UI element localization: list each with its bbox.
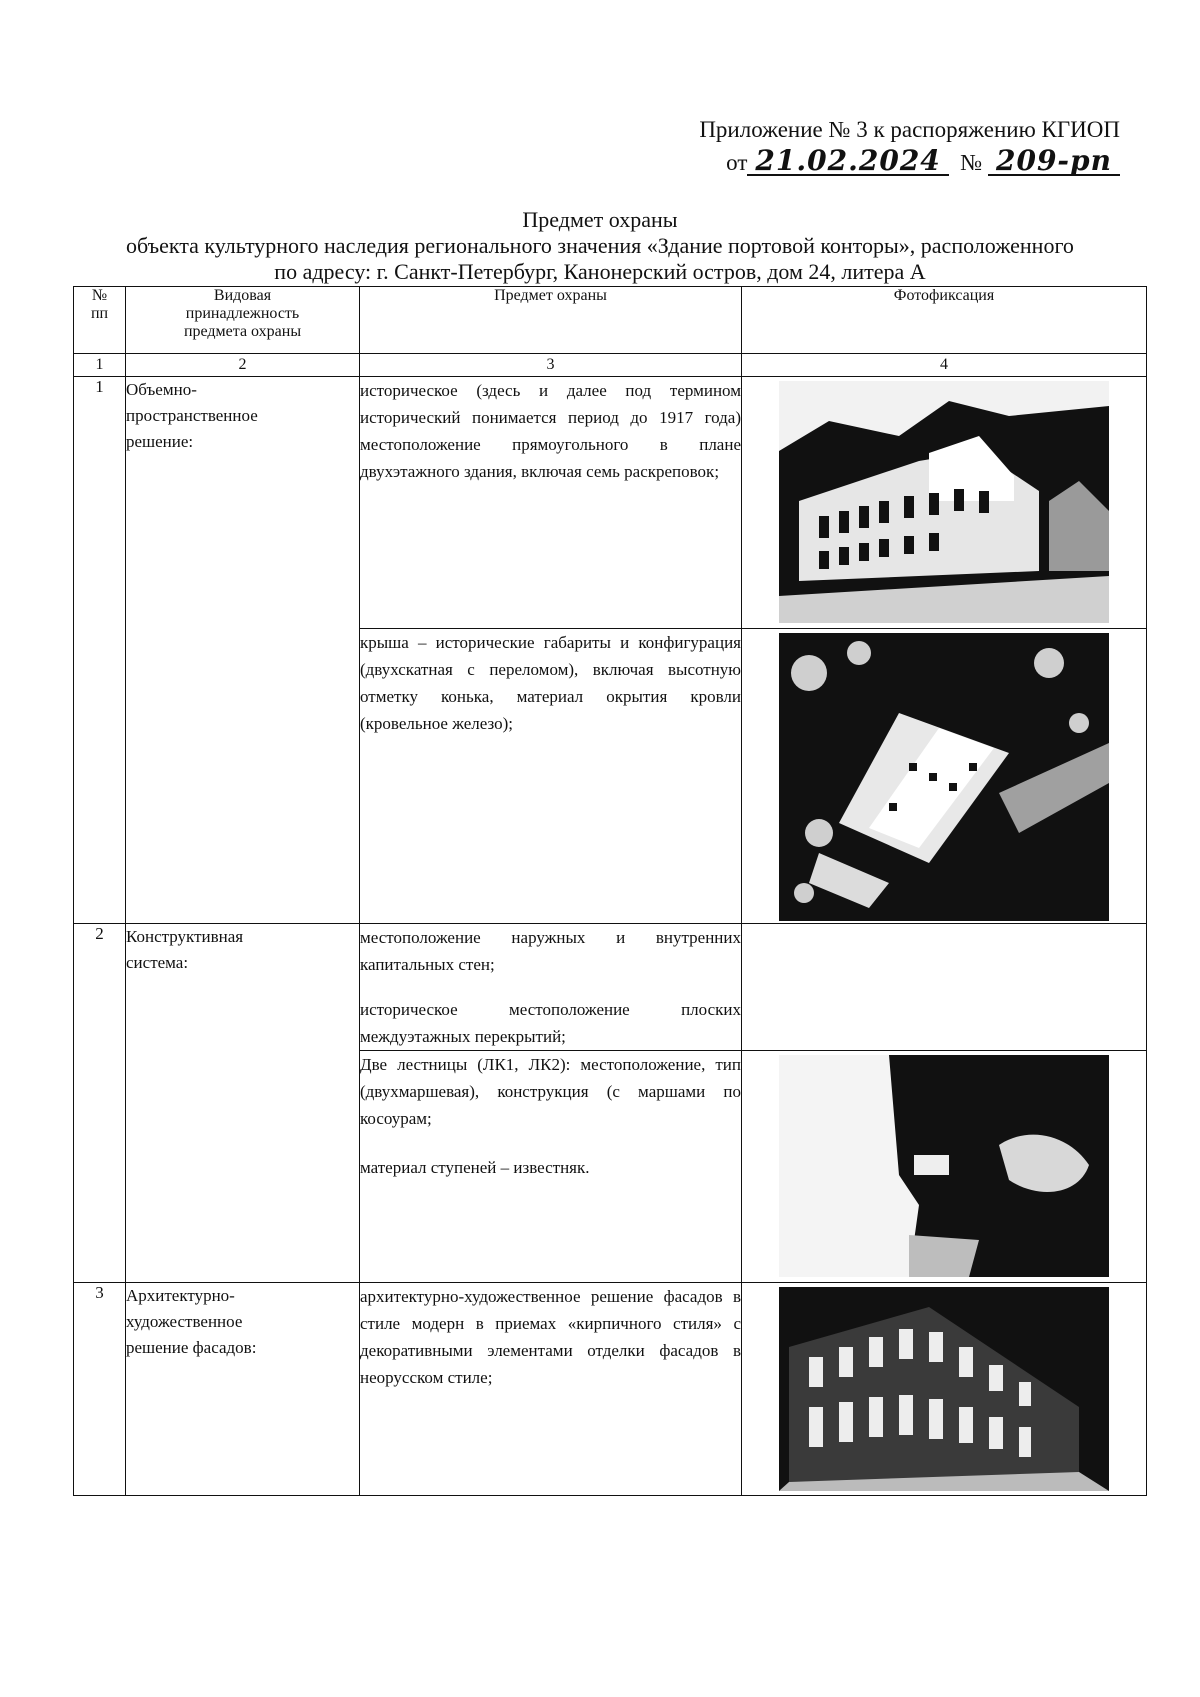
protection-table <box>73 286 1147 1496</box>
order-number: 209-рп <box>988 148 1120 176</box>
protection-item: архитектурно-художественное решение фасадов в стиле модерн в приемах «кирпичного стиля» с декоративными элементами отделки фасадов в неорусском стиле; <box>360 1283 742 1496</box>
order-date: 21.02.2024 <box>747 148 948 176</box>
row-category: Архитектурно- художественное решение фасадов: <box>126 1283 360 1496</box>
document-subtitle: объекта культурного наследия регионального значения «Здание портовой конторы», расположенного <box>126 233 1074 258</box>
protection-item: материал ступеней – известняк. <box>360 1158 590 1177</box>
row-number: 2 <box>74 924 126 1283</box>
column-number-row <box>74 354 1147 377</box>
table-row <box>74 924 1147 1051</box>
document-title: Предмет охраны <box>522 207 678 232</box>
table-row <box>74 377 1147 629</box>
table-header-row <box>74 287 1147 354</box>
photo-cell <box>742 1051 1147 1283</box>
number-label: № <box>960 150 983 175</box>
row-category: Объемно- пространственное решение: <box>126 377 360 924</box>
row-category: Конструктивная система: <box>126 924 360 1283</box>
document-address: по адресу: г. Санкт-Петербург, Канонерский остров, дом 24, литера А <box>274 259 926 284</box>
protection-item: местоположение наружных и внутренних капитальных стен; <box>360 928 741 974</box>
row-number: 3 <box>74 1283 126 1496</box>
header-photo: Фотофиксация <box>742 287 1147 354</box>
photo-cell <box>742 1283 1147 1496</box>
column-number: 3 <box>360 354 742 377</box>
header-type: Видовая принадлежность предмета охраны <box>126 287 360 354</box>
header-subject: Предмет охраны <box>360 287 742 354</box>
column-number: 4 <box>742 354 1147 377</box>
order-reference <box>726 144 1120 177</box>
protection-item-group <box>360 924 742 1051</box>
protection-item: историческое местоположение плоских междуэтажных перекрытий; <box>360 1000 741 1046</box>
header-num: № пп <box>74 287 126 354</box>
from-label: от <box>726 150 748 175</box>
column-number: 1 <box>74 354 126 377</box>
protection-item: крыша – исторические габариты и конфигурация (двухскатная с переломом), включая высотную отметку конька, материал окрытия кровли (кровельное железо); <box>360 629 742 924</box>
staircase-photo <box>779 1055 1109 1277</box>
appendix-title: Приложение № 3 к распоряжению КГИОП <box>699 117 1120 142</box>
building-facade-photo <box>779 381 1109 623</box>
facade-detail-photo <box>779 1287 1109 1491</box>
row-number: 1 <box>74 377 126 924</box>
photo-cell-empty <box>742 924 1147 1051</box>
photo-cell <box>742 377 1147 629</box>
protection-item: Две лестницы (ЛК1, ЛК2): местоположение, тип (двухмаршевая), конструкция (с маршами по косоурам; <box>360 1055 741 1128</box>
aerial-roof-photo <box>779 633 1109 921</box>
column-number: 2 <box>126 354 360 377</box>
photo-cell <box>742 629 1147 924</box>
protection-item-group <box>360 1051 742 1283</box>
protection-item: историческое (здесь и далее под термином исторический понимается период до 1917 года) местоположение прямоугольного в плане двухэтажного здания, включая семь раскреповок; <box>360 377 742 629</box>
table-row <box>74 1283 1147 1496</box>
